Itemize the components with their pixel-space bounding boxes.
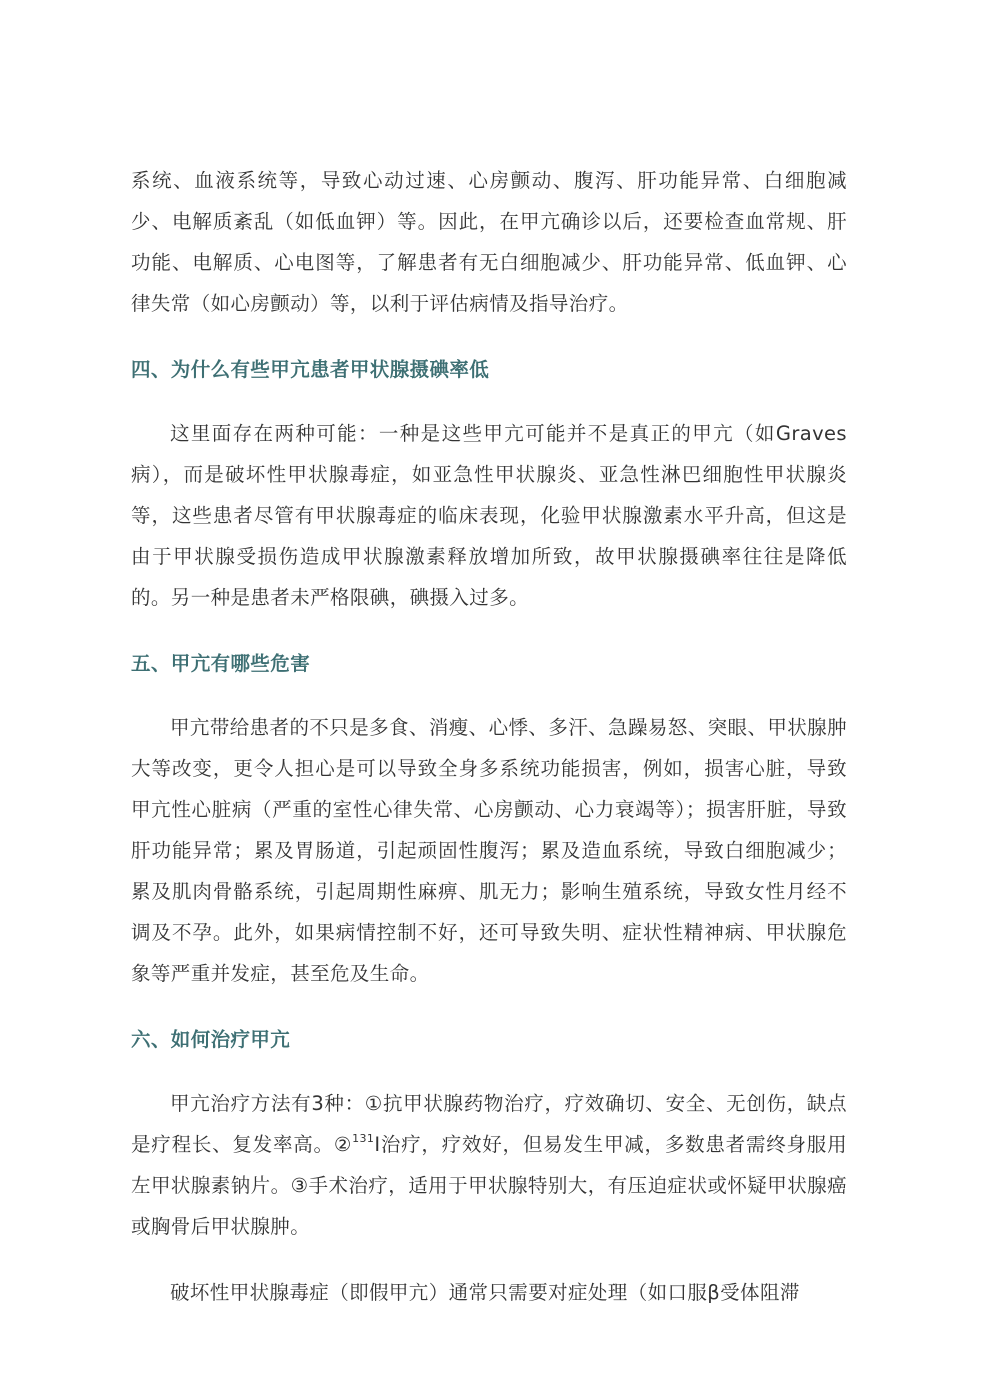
paragraph-hazards: 甲亢带给患者的不只是多食、消瘦、心悸、多汗、急躁易怒、突眼、甲状腺肿大等改变，更令人担心是可以导致全身多系统功能损害，例如，损害心脏，导致甲亢性心脏病（严重的室性心律失常、心房颤动、心力衰竭等）；损害肝脏，导致肝功能异常；累及胃肠道，引起顽固性腹泻；累及造血系统，导致白细胞减少；累及肌肉骨骼系统，引起周期性麻痹、肌无力；影响生殖系统，导致女性月经不调及不孕。此外，如果病情控制不好，还可导致失明、症状性精神病、甲状腺危象等严重并发症，甚至危及生命。 bbox=[131, 716, 847, 985]
paragraph-low-iodine-uptake: 这里面存在两种可能：一种是这些甲亢可能并不是真正的甲亢（如Graves病），而是破坏性甲状腺毒症，如亚急性甲状腺炎、亚急性淋巴细胞性甲状腺炎等，这些患者尽管有甲状腺毒症的临床表现，化验甲状腺激素水平升高，但这是由于甲状腺受损伤造成甲状腺激素释放增加所致，故甲状腺摄碘率往往是降低的。另一种是患者未严格限碘，碘摄入过多。 bbox=[131, 422, 847, 609]
isotope-superscript: 131 bbox=[352, 1132, 375, 1145]
treatment-text-part2: I治疗，疗效好，但易发生甲减，多数患者需终身服用左甲状腺素钠片。③手术治疗，适用于甲状腺特别大，有压迫症状或怀疑甲状腺癌或胸骨后甲状腺肿。 bbox=[131, 1133, 847, 1238]
paragraph-destructive-thyrotoxicosis: 破坏性甲状腺毒症（即假甲亢）通常只需要对症处理（如口服β受体阻滞 bbox=[170, 1281, 800, 1304]
section-heading-4: 四、为什么有些甲亢患者甲状腺摄碘率低 bbox=[131, 358, 490, 381]
paragraph-continuation: 系统、血液系统等，导致心动过速、心房颤动、腹泻、肝功能异常、白细胞减少、电解质紊乱（如低血钾）等。因此，在甲亢确诊以后，还要检查血常规、肝功能、电解质、心电图等，了解患者有无白细胞减少、肝功能异常、低血钾、心律失常（如心房颤动）等，以利于评估病情及指导治疗。 bbox=[131, 169, 847, 315]
section-heading-6: 六、如何治疗甲亢 bbox=[131, 1028, 291, 1051]
section-heading-5: 五、甲亢有哪些危害 bbox=[131, 652, 311, 675]
document-page bbox=[131, 160, 847, 1313]
paragraph-treatment bbox=[131, 1083, 847, 1247]
treatment-text-part1: 甲亢治疗方法有3种：①抗甲状腺药物治疗，疗效确切、安全、无创伤，缺点是疗程长、复发率高。② bbox=[131, 1092, 847, 1156]
